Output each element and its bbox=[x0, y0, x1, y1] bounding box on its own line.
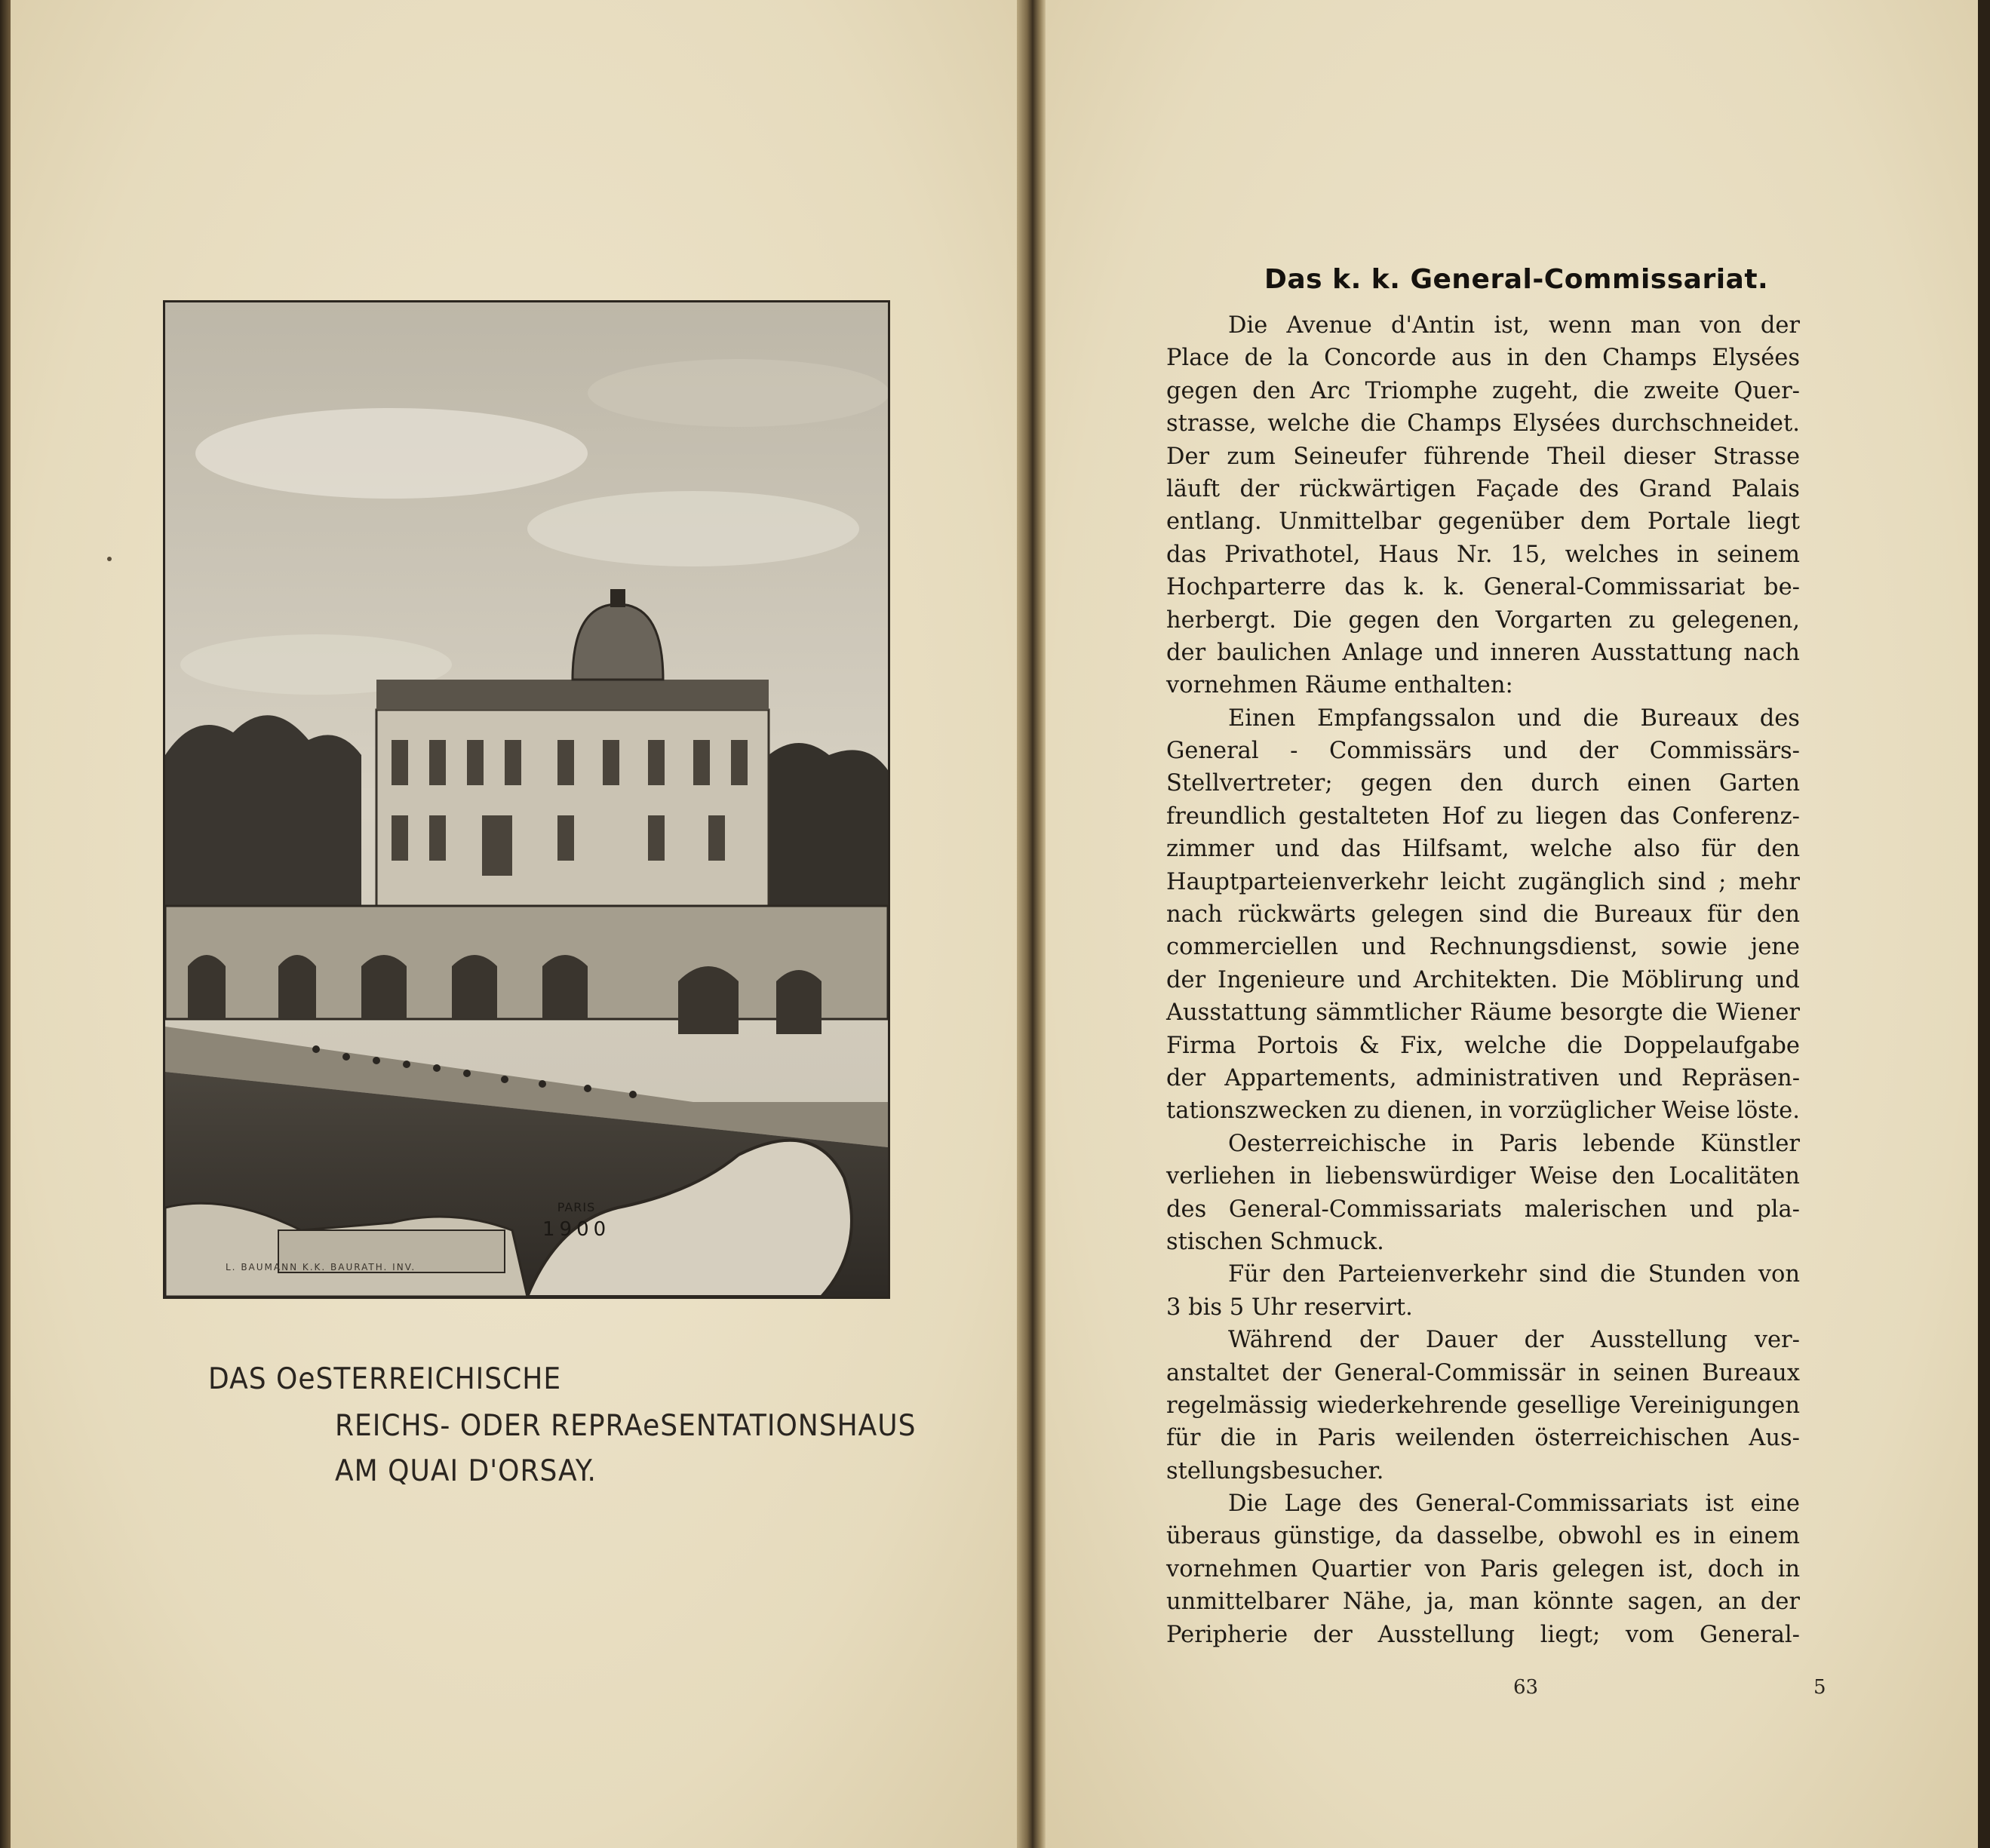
plate-year-label: 1900 bbox=[542, 1218, 611, 1241]
text-line: freundlich gestalteten Hof zu liegen das Conferenz- bbox=[1166, 803, 1800, 830]
caption-line-2: REICHS- ODER REPRAeSENTATIONSHAUS bbox=[335, 1409, 917, 1443]
text-line: Die Avenue d'Antin ist, wenn man von der bbox=[1228, 312, 1800, 339]
text-line: Ausstattung sämmtlicher Räume besorgte die Wiener bbox=[1166, 999, 1800, 1027]
text-line: stellungsbesucher. bbox=[1166, 1457, 1384, 1484]
paper-speck bbox=[107, 557, 112, 561]
text-line: unmittelbarer Nähe, ja, man könnte sagen, an der bbox=[1166, 1589, 1800, 1616]
engraving-drawing bbox=[165, 302, 888, 1297]
text-line: anstaltet der General-Commissär in seinen Bureaux bbox=[1166, 1359, 1800, 1386]
signature-mark: 5 bbox=[1813, 1676, 1826, 1699]
text-line: Oesterreichische in Paris lebende Künstler bbox=[1228, 1130, 1800, 1157]
text-line: commerciellen und Rechnungsdienst, sowie jene bbox=[1166, 934, 1800, 961]
building-illustration bbox=[163, 300, 890, 1299]
text-line: herbergt. Die gegen den Vorgarten zu gelegenen, bbox=[1166, 606, 1800, 634]
text-line: der Ingenieure und Architekten. Die Möblirung und bbox=[1166, 966, 1800, 993]
text-line: regelmässig wiederkehrende gesellige Vereinigungen bbox=[1166, 1392, 1800, 1419]
text-line: Stellvertreter; gegen den durch einen Garten bbox=[1166, 770, 1800, 797]
text-line: Peripherie der Ausstellung liegt; vom General- bbox=[1166, 1621, 1800, 1648]
text-line: nach rückwärts gelegen sind die Bureaux für den bbox=[1166, 901, 1800, 929]
caption-line-3: AM QUAI D'ORSAY. bbox=[335, 1454, 597, 1488]
text-line: Einen Empfangssalon und die Bureaux des bbox=[1228, 705, 1800, 732]
page-number: 63 bbox=[1513, 1676, 1539, 1699]
text-line: verliehen in liebenswürdiger Weise den Localitäten bbox=[1166, 1163, 1800, 1190]
text-line: General - Commissärs und der Commissärs- bbox=[1166, 738, 1800, 765]
text-line: vornehmen Quartier von Paris gelegen ist, doch in bbox=[1166, 1555, 1800, 1582]
text-line: für die in Paris weilenden österreichischen Aus- bbox=[1166, 1425, 1800, 1452]
text-line: 3 bis 5 Uhr reservirt. bbox=[1166, 1294, 1413, 1321]
text-line: das Privathotel, Haus Nr. 15, welches in seinem bbox=[1166, 541, 1800, 568]
plate-credit: L. BAUMANN K.K. BAURATH. INV. bbox=[226, 1262, 416, 1272]
text-line: stischen Schmuck. bbox=[1166, 1228, 1384, 1255]
body-text bbox=[1166, 309, 1800, 1651]
text-line: Während der Dauer der Ausstellung ver- bbox=[1228, 1327, 1800, 1354]
text-line: der Appartements, administrativen und Repräsen- bbox=[1166, 1064, 1800, 1091]
caption-line-1: DAS OeSTERREICHISCHE bbox=[208, 1362, 562, 1396]
text-line: vornehmen Räume enthalten: bbox=[1166, 672, 1513, 699]
text-line: Der zum Seineufer führende Theil dieser Strasse bbox=[1166, 443, 1800, 470]
text-line: läuft der rückwärtigen Façade des Grand Palais bbox=[1166, 475, 1800, 502]
text-line: Hauptparteienverkehr leicht zugänglich sind ; mehr bbox=[1166, 868, 1800, 895]
text-line: überaus günstige, da dasselbe, obwohl es in einem bbox=[1166, 1523, 1800, 1550]
text-line: entlang. Unmittelbar gegenüber dem Portale liegt bbox=[1166, 508, 1800, 536]
text-line: Die Lage des General-Commissariats ist eine bbox=[1228, 1490, 1800, 1518]
text-line: des General-Commissariats malerischen und pla- bbox=[1166, 1196, 1800, 1223]
text-line: Firma Portois & Fix, welche die Doppelaufgabe bbox=[1166, 1032, 1800, 1059]
left-page bbox=[11, 0, 1017, 1848]
text-line: zimmer und das Hilfsamt, welche also für den bbox=[1166, 836, 1800, 863]
text-line: Hochparterre das k. k. General-Commissariat be- bbox=[1166, 574, 1800, 601]
section-heading: Das k. k. General-Commissariat. bbox=[1264, 264, 1769, 295]
book-gutter bbox=[1017, 0, 1046, 1848]
text-line: tationszwecken zu dienen, in vorzüglicher Weise löste. bbox=[1166, 1097, 1800, 1125]
text-line: gegen den Arc Triomphe zugeht, die zweite Quer- bbox=[1166, 377, 1800, 404]
right-page bbox=[1046, 0, 1978, 1848]
text-line: Für den Parteienverkehr sind die Stunden von bbox=[1228, 1261, 1800, 1288]
plate-paris-label: PARIS bbox=[557, 1200, 596, 1214]
book-left-edge bbox=[0, 0, 11, 1848]
text-line: strasse, welche die Champs Elysées durchschneidet. bbox=[1166, 410, 1800, 437]
text-line: der baulichen Anlage und inneren Ausstattung nach bbox=[1166, 639, 1800, 666]
text-line: Place de la Concorde aus in den Champs Elysées bbox=[1166, 345, 1800, 372]
